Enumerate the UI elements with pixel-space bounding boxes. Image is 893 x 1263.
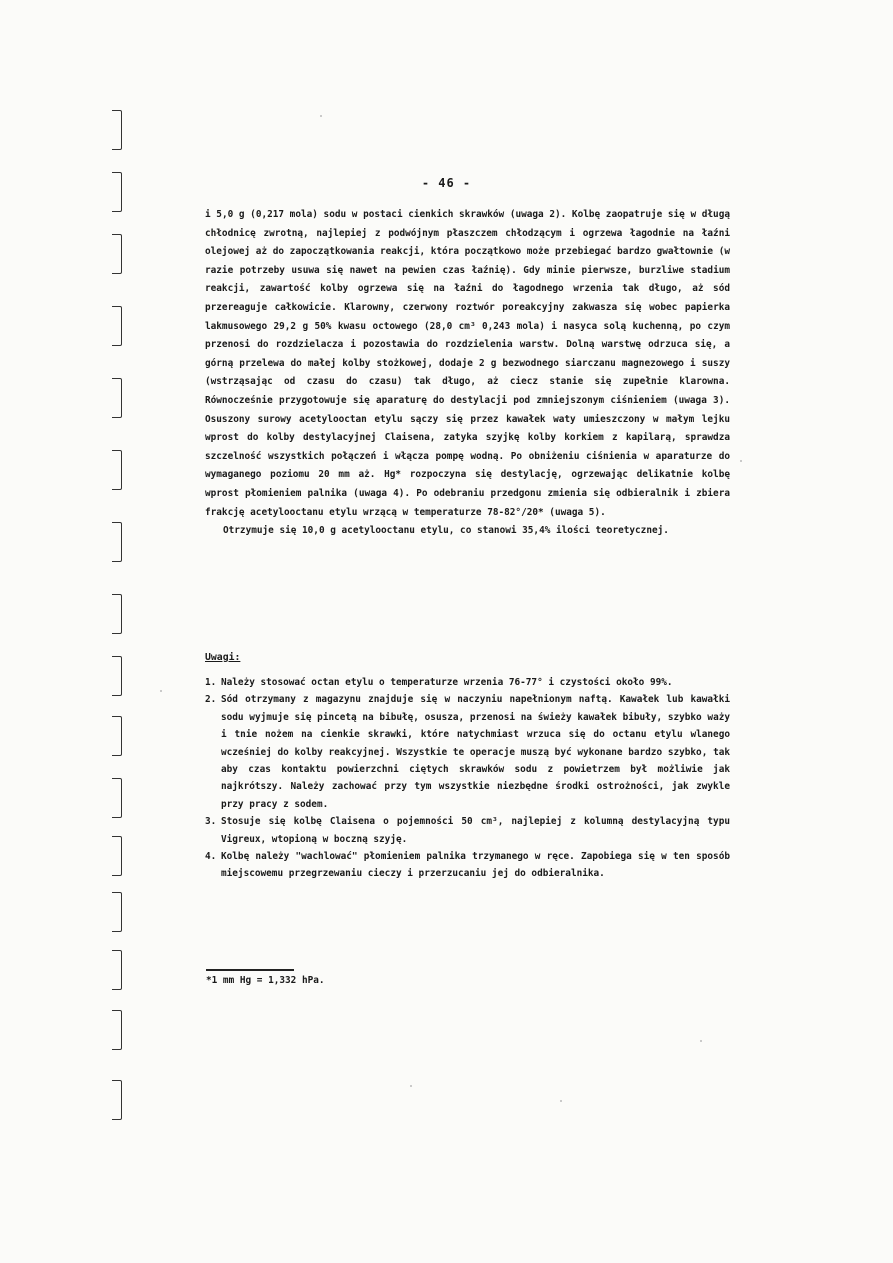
note-item [205,813,730,848]
binding-mark [112,778,122,818]
scan-speck [560,1100,562,1102]
scan-speck [160,690,162,692]
binding-mark [112,1010,122,1050]
scan-speck [740,460,742,462]
note-text: Stosuje się kolbę Claisena o pojemności 50 cm³, najlepiej z kolumną destylacyjną typu Vigreux, wtopioną w boczną szyję. [221,816,730,845]
footnote: *1 mm Hg = 1,332 hPa. [206,975,325,986]
note-text: Sód otrzymany z magazynu znajduje się w naczyniu napełnionym naftą. Kawałek lub kawałki sodu wyjmuje się pincetą na bibułę, osusza, przenosi na świeży kawałek bibuły, szybko waży i tnie nożem na cienkie skrawki, które natychmiast wrzuca się do octanu etylu wlanego wcześniej do kolby reakcyjnej. Wszystkie te operacje muszą być wykonane bardzo szybko, tak aby czas kontaktu powierzchni ciętych skrawków sodu z powietrzem był możliwie jak najkrótszy. Należy zachować przy tym wszystkie niezbędne środki ostrożności, jak zwykle przy pracy z sodem. [221,694,730,810]
note-text: Należy stosować octan etylu o temperaturze wrzenia 76-77° i czystości około 99%. [221,677,673,688]
note-item [205,691,730,813]
binding-mark [112,522,122,562]
scan-speck [700,1040,702,1042]
scan-speck [320,115,322,117]
note-number: 4. [205,851,217,863]
binding-marks [112,110,132,1260]
paragraph: Otrzymuje się 10,0 g acetylooctanu etylu, co stanowi 35,4% ilości teoretycznej. [223,525,669,537]
note-item [205,848,730,883]
scan-speck [410,1085,412,1087]
binding-mark [112,110,122,150]
binding-mark [112,716,122,756]
binding-mark [112,306,122,346]
binding-mark [112,594,122,634]
page-number: - 46 - [421,176,472,190]
body-text [205,206,730,541]
note-number: 1. [205,677,217,688]
binding-mark [112,892,122,932]
binding-mark [112,450,122,490]
binding-mark [112,1080,122,1120]
binding-mark [112,656,122,696]
binding-mark [112,234,122,274]
note-item [205,674,730,691]
note-text: Kolbę należy "wachlować" płomieniem palnika trzymanego w ręce. Zapobiega się w ten sposób miejscowemu przegrzewaniu cieczy i przerzucaniu jej do odbieralnika. [221,851,730,880]
binding-mark [112,836,122,876]
notes-list [205,674,730,883]
note-number: 3. [205,816,217,828]
binding-mark [112,950,122,990]
notes-heading: Uwagi: [205,652,241,663]
footnote-rule [206,969,294,971]
note-number: 2. [205,694,217,706]
paragraph: i 5,0 g (0,217 mola) sodu w postaci cienkich skrawków (uwaga 2). Kolbę zaopatruje się w długą chłodnicę zwrotną, najlepiej z podwójnym płaszczem chłodzącym i ogrzewa łagodnie na łaźni olejowej aż do zapoczątkowania reakcji, która początkowo może przebiegać bardzo gwałtownie (w razie potrzeby usuwa się nawet na pewien czas łaźnię). Gdy minie pierwsze, burzliwe stadium reakcji, zawartość kolby ogrzewa się na łaźni do łagodnego wrzenia tak długo, aż sód przereaguje całkowicie. Klarowny, czerwony roztwór poreakcyjny zakwasza się wobec papierka lakmusowego 29,2 g 50% kwasu octowego (28,0 cm³ 0,243 mola) i nasyca solą kuchenną, po czym przenosi do rozdzielacza i pozostawia do rozdzielenia warstw. Dolną warstwę odrzuca się, a górną przelewa do małej kolby stożkowej, dodaje 2 g bezwodnego siarczanu magnezowego i suszy (wstrząsając od czasu do czasu) tak długo, aż ciecz stanie się zupełnie klarowna. Równocześnie przygotowuje się aparaturę do destylacji pod zmniejszonym ciśnieniem (uwaga 3). Osuszony surowy acetylooctan etylu sączy się przez kawałek waty umieszczony w małym lejku wprost do kolby destylacyjnej Claisena, zatyka szyjkę kolby korkiem z kapilarą, sprawdza szczelność wszystkich połączeń i włącza pompę wodną. Po obniżeniu ciśnienia w aparaturze do wymaganego poziomu 20 mm aż. Hg* rozpoczyna się destylację, ogrzewając delikatnie kolbę wprost płomieniem palnika (uwaga 4). Po odebraniu przedgonu zmienia się odbieralnik i zbiera frakcję acetylooctanu etylu wrzącą w temperaturze 78-82°/20* (uwaga 5). [205,209,730,518]
binding-mark [112,378,122,418]
